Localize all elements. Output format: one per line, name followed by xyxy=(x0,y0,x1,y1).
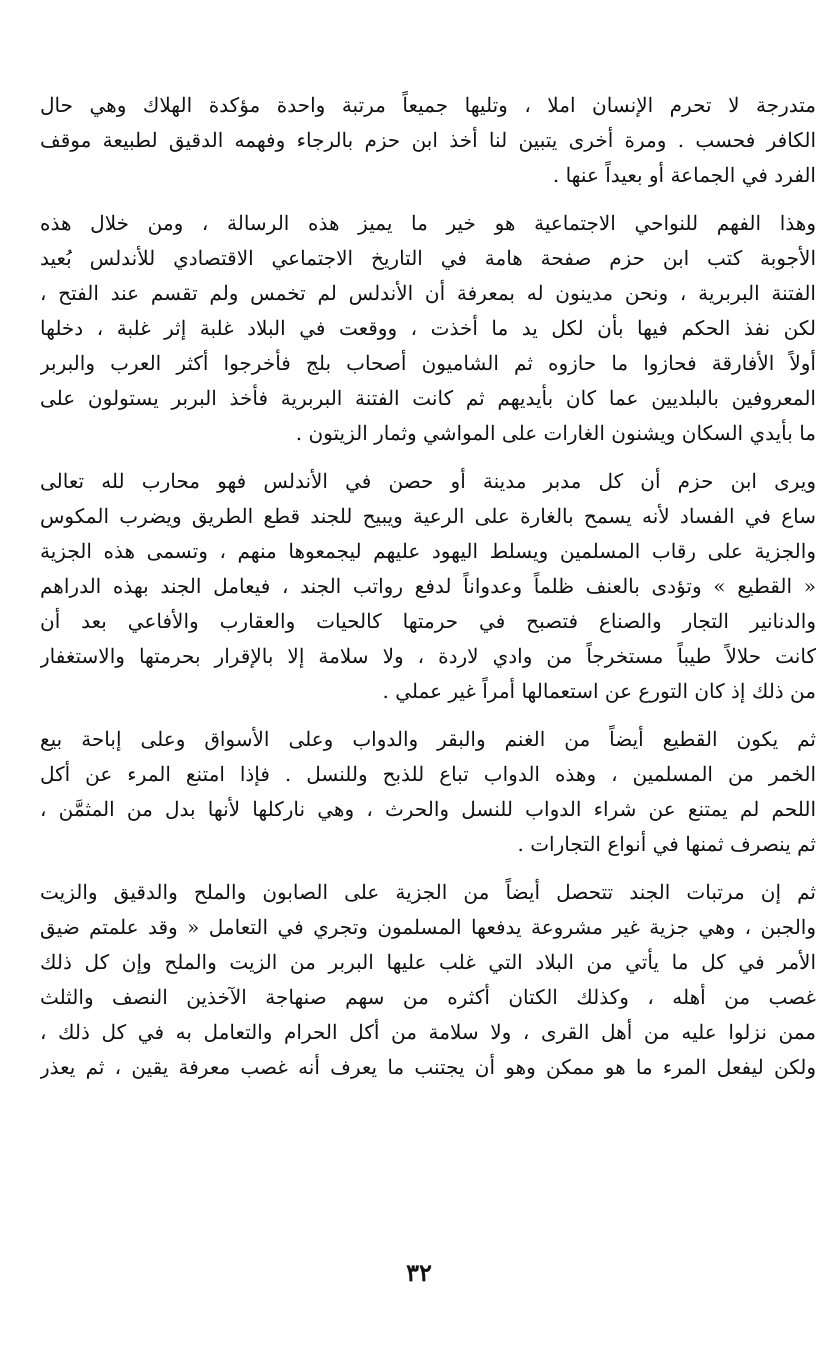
text-line: الفتنة البربرية ، ونحن مدينون له بمعرفة أن الأندلس لم تخمس ولم تقسم عند الفتح ، xyxy=(40,281,816,305)
text-line: الفرد في الجماعة أو بعيداً عنها . xyxy=(552,163,816,187)
text-line: لكن نفذ الحكم فيها بأن لكل يد ما أخذت ، ووقعت في البلاد غلبة إثر غلبة ، دخلها xyxy=(40,316,816,340)
text-line: ثم ينصرف ثمنها في أنواع التجارات . xyxy=(517,832,816,856)
text-line: والجزية على رقاب المسلمين ويسلط اليهود عليهم ليجمعوها منهم ، وتسمى هذه الجزية xyxy=(40,539,816,563)
paragraph-gap xyxy=(40,451,816,464)
text-line: المعروفين بالبلديين عما كان بأيديهم ثم كانت الفتنة البربرية فأخذ البربر يستولون على xyxy=(40,386,816,410)
text-line: ممن نزلوا عليه من أهل القرى ، ولا سلامة من أكل الحرام والتعامل به في كل ذلك ، xyxy=(40,1020,816,1044)
text-line: والجبن ، وهي جزية غير مشروعة يدفعها المسلمون وتجري في التعامل « وقد علمتم ضيق xyxy=(40,915,816,939)
text-line: من ذلك إذ كان التورع عن استعمالها أمراً غير عملي . xyxy=(382,679,816,703)
text-line: الأمر في كل ما يأتي من البلاد التي غلب عليها البربر من الزيت والملح وإن كل ذلك xyxy=(40,950,816,974)
text-line: غصب من أهله ، وكذلك الكتان أكثره من سهم صنهاجة الآخذين النصف والثلث xyxy=(40,985,816,1009)
text-line: الأجوبة كتب ابن حزم صفحة هامة في التاريخ الاجتماعي الاقتصادي للأندلس بُعيد xyxy=(40,246,816,270)
text-line: ما بأيدي السكان ويشنون الغارات على المواشي وثمار الزيتون . xyxy=(295,421,816,445)
paragraph-gap xyxy=(40,862,816,875)
text-line: اللحم لم يمتنع عن شراء الدواب للنسل والحرث ، وهي ناركلها لأنها بدل من المثمَّن ، xyxy=(40,797,816,821)
text-line: كانت حلالاً طيباً مستخرجاً من وادي لاردة ، ولا سلامة إلا بالإقرار بحرمتها والاستغفار xyxy=(40,644,816,668)
paragraph xyxy=(40,722,816,862)
paragraph-gap xyxy=(40,193,816,206)
paragraph xyxy=(40,875,816,1085)
text-line: أولاً الأفارقة فحازوا ما حازوه ثم الشاميون أصحاب بلج فأخرجوا أكثر العرب والبربر xyxy=(40,351,816,375)
paragraph xyxy=(40,206,816,451)
text-line: وهذا الفهم للنواحي الاجتماعية هو خير ما يميز هذه الرسالة ، ومن خلال هذه xyxy=(40,211,816,235)
page-body xyxy=(40,88,816,1085)
text-line: « القطيع » وتؤدى بالعنف ظلماً وعدواناً لدفع رواتب الجند ، فيعامل الجند بهذه الدراهم xyxy=(40,574,816,598)
paragraph xyxy=(40,88,816,193)
paragraph-gap xyxy=(40,709,816,722)
text-line: الكافر فحسب . ومرة أخرى يتبين لنا أخذ ابن حزم بالرجاء وفهمه الدقيق لطبيعة موقف xyxy=(40,128,816,152)
text-line: الخمر من المسلمين ، وهذه الدواب تباع للذبح وللنسل . فإذا امتنع المرء عن أكل xyxy=(40,762,816,786)
text-line: ثم إن مرتبات الجند تتحصل أيضاً من الجزية على الصابون والملح والدقيق والزيت xyxy=(40,880,816,904)
text-line: ولكن ليفعل المرء ما هو ممكن وهو أن يجتنب ما يعرف أنه غصب معرفة يقين ، ثم يعذر xyxy=(40,1055,816,1079)
text-line: والدنانير التجار والصناع فتصبح في حرمتها كالحيات والعقارب والأفاعي بعد أن xyxy=(40,609,816,633)
page-number: ٣٢ xyxy=(406,1258,432,1287)
text-line: ويرى ابن حزم أن كل مدبر مدينة أو حصن في الأندلس فهو محارب لله تعالى xyxy=(40,469,816,493)
paragraph xyxy=(40,464,816,709)
text-line: ثم يكون القطيع أيضاً من الغنم والبقر والدواب وعلى الأسواق وعلى إباحة بيع xyxy=(40,727,816,751)
text-line: متدرجة لا تحرم الإنسان املا ، وتليها جميعاً مرتبة واحدة مؤكدة الهلاك وهي حال xyxy=(40,93,816,117)
text-line: ساع في الفساد لأنه يسمح بالغارة على الرعية ويبيح للجند قطع الطريق ويضرب المكوس xyxy=(40,504,816,528)
